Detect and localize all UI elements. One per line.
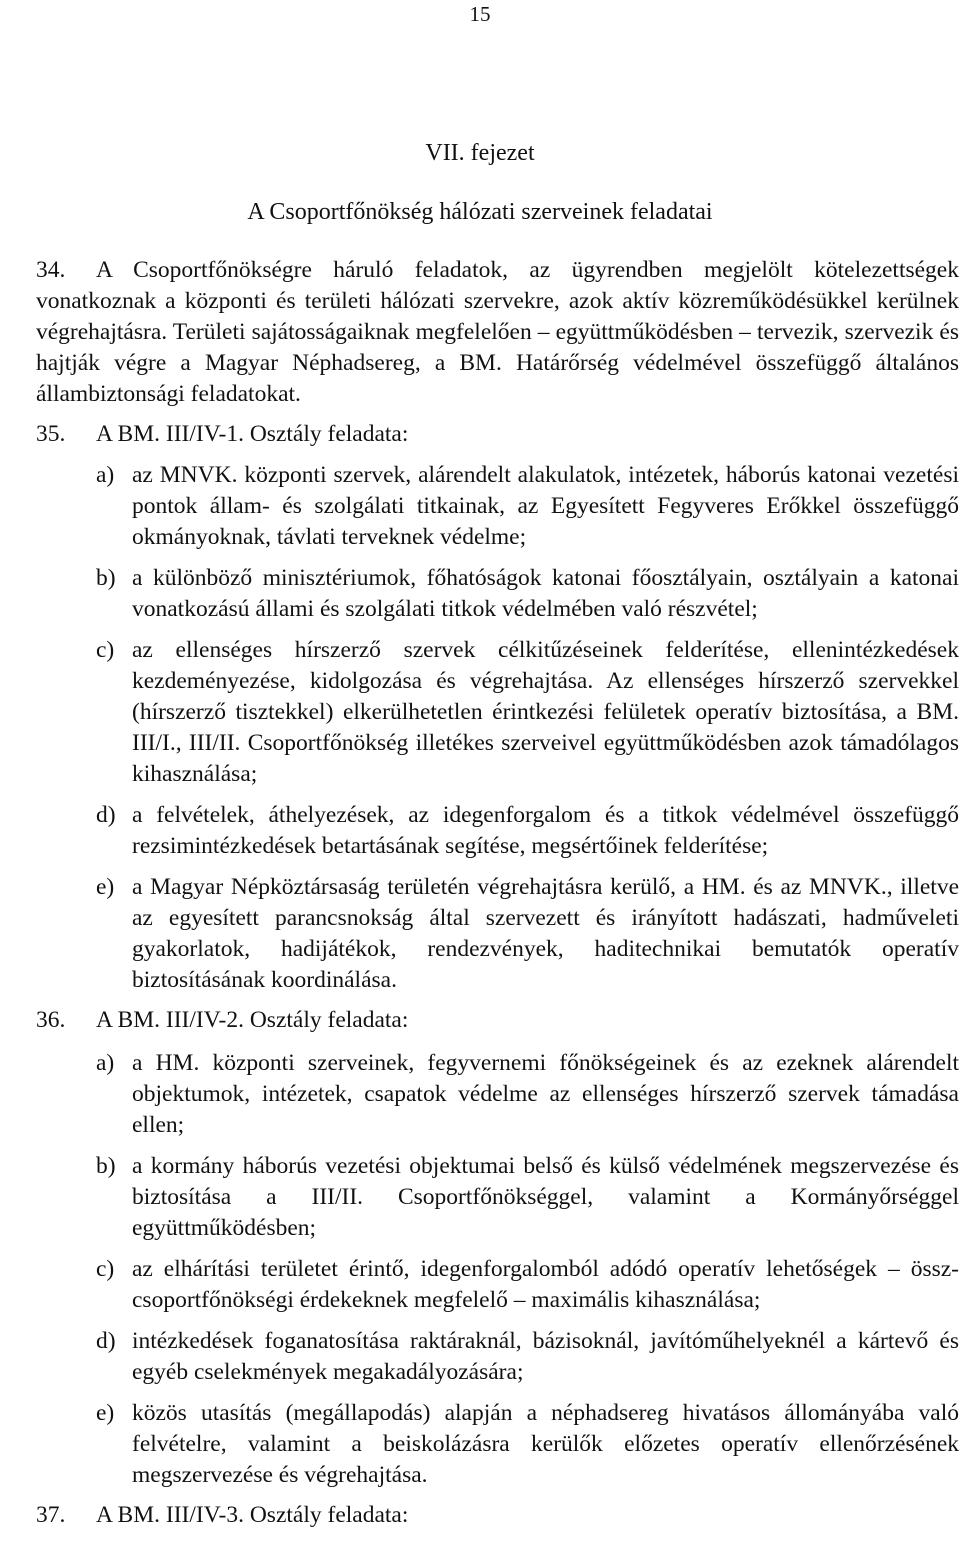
section-number: 37. bbox=[36, 1502, 66, 1528]
list-item bbox=[36, 1151, 959, 1244]
list-item-label: b) bbox=[96, 1153, 116, 1179]
section-heading-text: A BM. III/IV-1. Osztály feladata: bbox=[96, 421, 409, 447]
list-item bbox=[36, 1326, 959, 1388]
section-heading-text: A BM. III/IV-2. Osztály feladata: bbox=[96, 1007, 409, 1033]
list-item-text: az ellenséges hírszerző szervek célkitűzéseinek felderítése, ellenintézkedések kezdeményezése, kidolgozása és végrehajtása. Az ellenséges hírszerző szervekkel (hírszerző tisztekkel) elkerülhetetlen érintkezési felületek operatív biztosítása, a BM. III/I., III/II. Csoportfőnökség illetékes szerveivel együttműködésben azok támadólagos kihasználása; bbox=[132, 637, 959, 787]
list-item-text: az MNVK. központi szervek, alárendelt alakulatok, intézetek, háborús katonai vezetési pontok állam- és szolgálati titkainak, az Egyesített Fegyveres Erőkkel összefüggő okmányoknak, távlati terveknek védelme; bbox=[132, 462, 959, 550]
list-item-text: a kormány háborús vezetési objektumai belső és külső védelmének megszervezése és biztosítása a III/II. Csoportfőnökséggel, valamint a Kormányőrséggel együttműködésben; bbox=[132, 1153, 959, 1241]
list-item bbox=[36, 563, 959, 625]
list-item-label: d) bbox=[96, 802, 116, 828]
section-35-heading bbox=[36, 419, 959, 450]
list-item bbox=[36, 1254, 959, 1316]
list-item-label: c) bbox=[96, 637, 115, 663]
section-34-paragraph bbox=[36, 255, 959, 410]
section-heading-text: A BM. III/IV-3. Osztály feladata: bbox=[96, 1502, 409, 1528]
document-body bbox=[36, 255, 959, 1531]
list-item-text: a különböző minisztériumok, főhatóságok katonai főosztályain, osztályain a katonai vonatkozású állami és szolgálati titkok védelmében való részvétel; bbox=[132, 565, 959, 622]
list-item-text: a HM. központi szerveinek, fegyvernemi főnökségeinek és az ezeknek alárendelt objektumok, intézetek, csapatok védelme az ellenséges hírszerző szervek támadása ellen; bbox=[132, 1050, 959, 1138]
list-item-label: d) bbox=[96, 1328, 116, 1354]
list-item bbox=[36, 872, 959, 996]
chapter-label: VII. fejezet bbox=[425, 140, 535, 166]
chapter-title: A Csoportfőnökség hálózati szerveinek feladatai bbox=[247, 199, 713, 225]
section-number: 36. bbox=[36, 1007, 66, 1033]
list-item-label: a) bbox=[96, 462, 115, 488]
list-item-label: a) bbox=[96, 1050, 115, 1076]
section-number: 35. bbox=[36, 421, 66, 447]
list-item-text: a felvételek, áthelyezések, az idegenforgalom és a titkok védelmével összefüggő rezsimintézkedések betartásának segítése, megsértőinek felderítése; bbox=[132, 802, 959, 859]
page-number: 15 bbox=[469, 2, 491, 26]
section-number: 34. bbox=[36, 257, 66, 283]
list-item-label: e) bbox=[96, 1400, 115, 1426]
list-item-label: c) bbox=[96, 1256, 115, 1282]
list-item bbox=[36, 460, 959, 553]
list-item bbox=[36, 635, 959, 790]
list-item-text: közös utasítás (megállapodás) alapján a néphadsereg hivatásos állományába való felvételre, valamint a beiskolázásra kerülők előzetes operatív ellenőrzésének megszervezése és végrehajtása. bbox=[132, 1400, 959, 1488]
list-item-label: b) bbox=[96, 565, 116, 591]
section-37-heading bbox=[36, 1500, 959, 1531]
section-36-heading bbox=[36, 1005, 959, 1036]
list-item bbox=[36, 1048, 959, 1141]
list-item-text: a Magyar Népköztársaság területén végrehajtásra kerülő, a HM. és az MNVK., illetve az egyesített parancsnokság által szervezett és irányított hadászati, hadműveleti gyakorlatok, hadijátékok, rendezvények, haditechnikai bemutatók operatív biztosításának koordinálása. bbox=[132, 874, 959, 993]
list-item bbox=[36, 800, 959, 862]
list-item-text: az elhárítási területet érintő, idegenforgalomból adódó operatív lehetőségek – össz-csoportfőnökségi érdekeknek megfelelő – maximális kihasználása; bbox=[132, 1256, 959, 1313]
list-item-label: e) bbox=[96, 874, 115, 900]
section-text: A Csoportfőnökségre háruló feladatok, az ügyrendben megjelölt kötelezettségek vonatkoznak a központi és területi hálózati szervekre, azok aktív közreműködésükkel kerülnek végrehajtásra. Területi sajátosságaiknak megfelelően – együttműködésben – tervezik, szervezik és hajtják végre a Magyar Néphadsereg, a BM. Határőrség védelmével összefüggő általános állambiztonsági feladatokat. bbox=[36, 257, 959, 407]
list-item-text: intézkedések foganatosítása raktáraknál, bázisoknál, javítóműhelyeknél a kártevő és egyéb cselekmények megakadályozására; bbox=[132, 1328, 959, 1385]
list-item bbox=[36, 1398, 959, 1491]
